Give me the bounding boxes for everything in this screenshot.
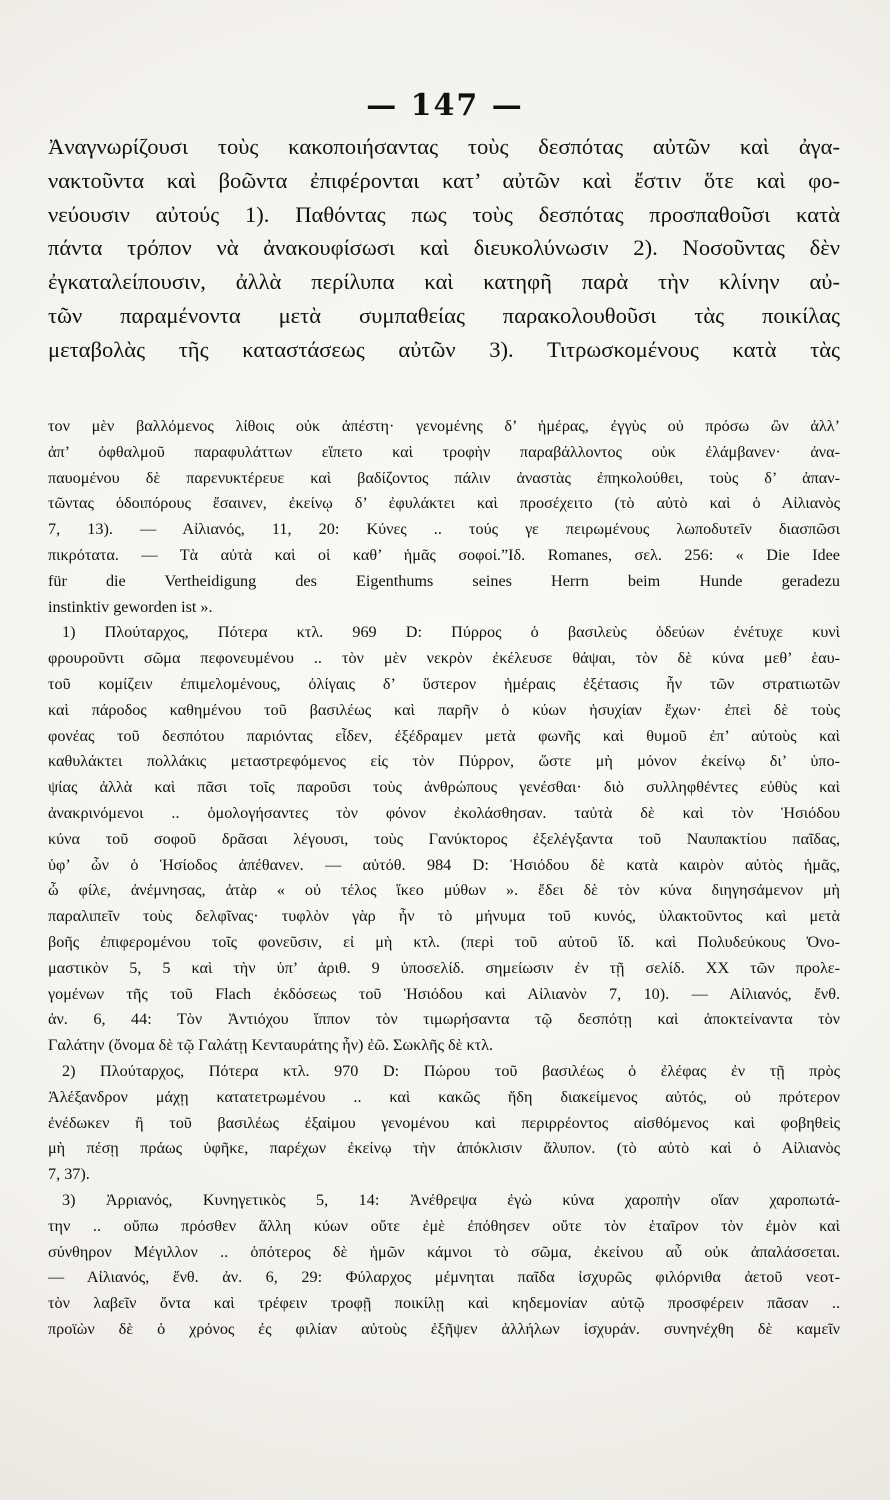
- main-text-block: [48, 130, 840, 367]
- page-number: — 147 —: [366, 88, 524, 123]
- footnote-line: την .. οὔπω πρόσθεν ἄλλη κύων οὔτε ἐμὲ ἐπόθησεν οὔτε τὸν ἑταῖρον τὸν ἐμὸν καὶ: [48, 1216, 840, 1235]
- footnote-line: φρουροῦντι σῶμα πεφονευμένου .. τὸν μὲν νεκρὸν ἐκέλευσε θάψαι, τὸν δὲ κύνα μεθ’ ἑαυ-: [48, 649, 840, 668]
- footnote-line: καὶ πάροδος καθημένου τοῦ βασιλέως καὶ παρῆν ὁ κύων ἡσυχίαν ἔχων· ἐπεὶ δὲ τοὺς: [48, 700, 840, 719]
- footnote-line: κύνα τοῦ σοφοῦ δρᾶσαι λέγουσι, τοὺς Γανύκτορος ἐξελέγξαντα τοῦ Ναυπακτίου παῖδας,: [48, 829, 840, 848]
- main-text-line: πάντα τρόπον νὰ ἀνακουφίσωσι καὶ διευκολύνωσιν 2). Νοσοῦντας δὲν: [48, 235, 840, 261]
- footnote-line: ὦ φίλε, ἀνέμνησας, ἀτὰρ « οὐ τέλος ἵκεο μύθων ». ἔδει δὲ τὸν κύνα διηγησάμενον μὴ: [48, 881, 840, 900]
- main-text-line: μεταβολὰς τῆς καταστάσεως αὐτῶν 3). Τιτρωσκομένους κατὰ τὰς: [48, 336, 840, 362]
- main-text-line: νεύουσιν αὐτούς 1). Παθόντας πως τοὺς δεσπότας προσπαθοῦσι κατὰ: [48, 201, 840, 227]
- footnote-line: τὸν λαβεῖν ὄντα καὶ τρέφειν τροφῇ ποικίλῃ καὶ κηδεμονίαν αὐτῷ προσφέρειν πᾶσαν ..: [48, 1294, 840, 1313]
- footnote-line: σύνθηρον Μέγιλλον .. ὁπότερος δὲ ἡμῶν κάμνοι τὸ σῶμα, ἐκείνου αὖ οὐκ ἀπαλάσσεται.: [48, 1242, 840, 1261]
- footnote-line: Ἀλέξανδρον μάχῃ κατατετρωμένου .. καὶ κακῶς ἤδη διακείμενος αὐτός, οὐ πρότερον: [48, 1087, 840, 1106]
- footnotes-block: [48, 414, 840, 1343]
- footnote-line: — Αἰλιανός, ἔνθ. ἀν. 6, 29: Φύλαρχος μέμνηται παῖδα ἰσχυρῶς φιλόρνιθα ἀετοῦ νεοτ-: [48, 1268, 840, 1287]
- footnote-line: für die Vertheidigung des Eigenthums seines Herrn beim Hunde geradezu: [48, 571, 840, 590]
- footnote-line: τοῦ κομίζειν ἐπιμελομένους, ὀλίγαις δ’ ὕστερον ἡμέραις ἐξέτασις ἦν τῶν στρατιωτῶν: [48, 674, 840, 693]
- footnote-line: ἀν. 6, 44: Τὸν Ἀντιόχου ἵππον τὸν τιμωρήσαντα τῷ δεσπότῃ καὶ ἀποκτείναντα τὸν: [48, 1010, 840, 1029]
- footnote-line: μαστικὸν 5, 5 καὶ τὴν ὑπ’ ἀριθ. 9 ὑποσελίδ. σημείωσιν ἐν τῇ σελίδ. XX τῶν προλε-: [48, 958, 840, 977]
- footnote-line: πικρότατα. — Τὰ αὐτὰ καὶ οἱ καθ’ ἡμᾶς σοφοί.”Ιδ. Romanes, σελ. 256: « Die Idee: [48, 545, 840, 564]
- footnote-line: Γαλάτην (ὄνομα δὲ τῷ Γαλάτῃ Κενταυράτης ἦν) ἐῶ. Σωκλῆς δὲ κτλ.: [48, 1036, 494, 1055]
- footnote-line: προϊὼν δὲ ὁ χρόνος ἐς φιλίαν αὐτοὺς ἐξῆψεν ἀλλήλων ἰσχυράν. συνηνέχθη δὲ καμεῖν: [48, 1319, 840, 1338]
- main-text-line: νακτοῦντα καὶ βοῶντα ἐπιφέρονται κατ’ αὐτῶν καὶ ἔστιν ὅτε καὶ φο-: [48, 167, 840, 193]
- footnote-line: φονέας τοῦ δεσπότου παριόντας εἶδεν, ἐξέδραμεν μετὰ φωνῆς καὶ θυμοῦ ἐπ’ αὐτοὺς καὶ: [48, 726, 840, 745]
- main-text-line: ἐγκαταλείπουσιν, ἀλλὰ περίλυπα καὶ κατηφῆ παρὰ τὴν κλίνην αὐ-: [48, 269, 840, 295]
- footnote-line: γομένων τῆς τοῦ Flach ἐκδόσεως τοῦ Ἡσιόδου καὶ Αἰλιανὸν 7, 10). — Αἰλιανός, ἔνθ.: [48, 984, 840, 1003]
- footnote-line: τῶντας ὁδοιπόρους ἔσαινεν, ἐκείνῳ δ’ ἐφυλάκτει καὶ προσέχειτο (τὸ αὐτὸ καὶ ὁ Αἰλιανὸς: [48, 494, 840, 513]
- footnote-line: ἀνακρινόμενοι .. ὁμολογήσαντες τὸν φόνον ἐκολάσθησαν. ταὐτὰ δὲ καὶ τὸν Ἡσιόδου: [48, 803, 840, 822]
- footnote-line: ψίας ἀλλὰ καὶ πᾶσι τοῖς παροῦσι τοὺς ἀνθρώπους γενέσθαι· διὸ συλληφθέντες εὐθὺς καὶ: [48, 778, 840, 797]
- footnote-line: 7, 37).: [48, 1165, 90, 1184]
- footnote-line: παυομένου δὲ παρενυκτέρευε καὶ βαδίζοντος πάλιν ἀναστὰς ἐπηκολούθει, τοὺς δ’ ἀπαν-: [48, 468, 840, 487]
- main-text-line: τῶν παραμένοντα μετὰ συμπαθείας παρακολουθοῦσι τὰς ποικίλας: [48, 302, 840, 328]
- footnote-line: 3) Ἀρριανός, Κυνηγετικὸς 5, 14: Ἀνέθρεψα ἐγὼ κύνα χαροπὴν οἵαν χαροπωτά-: [62, 1190, 840, 1209]
- footnote-line: 1) Πλούταρχος, Πότερα κτλ. 969 D: Πύρρος ὁ βασιλεὺς ὁδεύων ἐνέτυχε κυνὶ: [62, 623, 840, 642]
- footnote-line: βοῆς ἐπιφερομένου τοῖς φονεῦσιν, εἰ μὴ κτλ. (περὶ τοῦ αὐτοῦ ἴδ. καὶ Πολυδεύκους Ὀνο-: [48, 932, 840, 951]
- footnote-line: μὴ πέσῃ πράως ὑφῆκε, παρέχων ἐκείνῳ τὴν ἀπόκλισιν ἄλυπον. (τὸ αὐτὸ καὶ ὁ Αἰλιανὸς: [48, 1139, 840, 1158]
- footnote-line: 7, 13). — Αἰλιανός, 11, 20: Κύνες .. τούς γε πειρωμένους λωποδυτεῖν διασπῶσι: [48, 520, 840, 539]
- footnote-line: τον μὲν βαλλόμενος λίθοις οὐκ ἀπέστη· γενομένης δ’ ἡμέρας, ἐγγὺς οὐ πρόσω ὢν ἀλλ’: [48, 417, 840, 435]
- main-text-line: Ἀναγνωρίζουσι τοὺς κακοποιήσαντας τοὺς δεσπότας αὐτῶν καὶ ἀγα-: [48, 134, 840, 159]
- footnote-line: instinktiv geworden ist ».: [48, 597, 213, 616]
- footnote-line: 2) Πλούταρχος, Πότερα κτλ. 970 D: Πώρου τοῦ βασιλέως ὁ ἐλέφας ἐν τῇ πρὸς: [62, 1061, 840, 1080]
- footnote-line: ἀπ’ ὀφθαλμοῦ παραφυλάττων εἵπετο καὶ τροφὴν παραβάλλοντος οὐκ ἐλάμβανεν· ἀνα-: [48, 442, 840, 461]
- footnote-line: ὑφ’ ὧν ὁ Ἡσίοδος ἀπέθανεν. — αὐτόθ. 984 D: Ἡσιόδου δὲ κατὰ καιρὸν αὐτὸς ἡμᾶς,: [48, 855, 840, 874]
- footnote-line: ἐνέδωκεν ἢ τοῦ βασιλέως ἐξαίμου γενομένου καὶ περιρρέοντος αἰσθόμενος καὶ φοβηθεὶς: [48, 1113, 840, 1132]
- footnote-line: καθυλάκτει πολλάκις μεταστρεφόμενος εἰς τὸν Πύρρον, ὥστε μὴ μόνον ἐκείνῳ δι’ ὑπο-: [48, 752, 840, 771]
- footnote-line: παραλιπεῖν τοὺς δελφῖνας· τυφλὸν γὰρ ἦν τὸ μήνυμα τοῦ κυνός, ὑλακτοῦντος καὶ μετὰ: [48, 907, 840, 926]
